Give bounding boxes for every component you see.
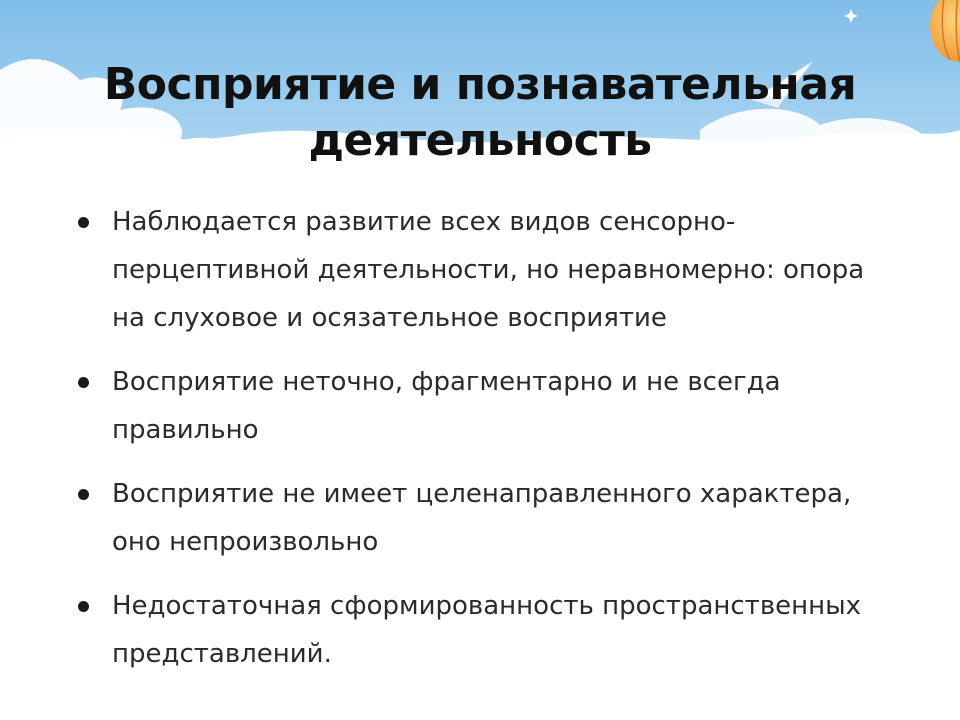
bullet-dot-icon	[78, 217, 89, 228]
bullet-dot-icon	[78, 489, 89, 500]
bullet-list	[76, 198, 876, 694]
bullet-text: Недостаточная сформированность пространственных представлений.	[112, 591, 862, 669]
slide-title-line-1: Восприятие и познавательная	[103, 59, 857, 111]
bullet-dot-icon	[78, 377, 89, 388]
bullet-item	[76, 358, 876, 454]
slide-title-line-2: деятельность	[308, 115, 652, 167]
bullet-item	[76, 198, 876, 342]
bullet-item	[76, 582, 876, 678]
bullet-item	[76, 470, 876, 566]
bullet-text: Восприятие не имеет целенаправленного характера, оно непроизвольно	[112, 479, 852, 557]
bullet-dot-icon	[78, 601, 89, 612]
slide-title	[60, 57, 900, 169]
bullet-text: Наблюдается развитие всех видов сенсорно-перцептивной деятельности, но неравномерно: опора на слуховое и осязательное восприятие	[112, 207, 865, 333]
bullet-text: Восприятие неточно, фрагментарно и не всегда правильно	[112, 367, 781, 445]
